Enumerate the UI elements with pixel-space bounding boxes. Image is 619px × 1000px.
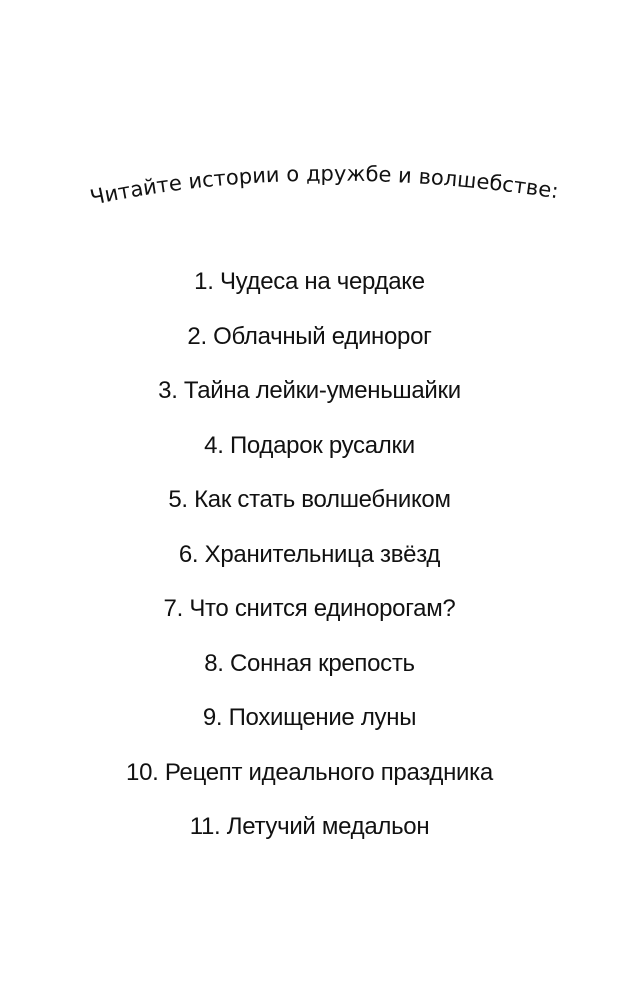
book-list: [0, 260, 619, 860]
list-item: 7. Что снится единорогам?: [163, 595, 456, 622]
list-item: 3. Тайна лейки-уменьшайки: [158, 377, 461, 404]
heading-title: Читайте истории о дружбе и волшебстве:: [88, 161, 561, 210]
list-item: 6. Хранительница звёзд: [178, 540, 441, 568]
heading-block: [0, 150, 619, 260]
list-item: 10. Рецепт идеального праздника: [126, 758, 493, 786]
heading-text: [88, 162, 560, 210]
curved-heading: [0, 150, 619, 260]
list-item: 4. Подарок русалки: [204, 431, 415, 459]
list-item: 2. Облачный единорог: [187, 322, 432, 350]
list-item: 9. Похищение луны: [202, 704, 417, 731]
list-item: 8. Сонная крепость: [204, 649, 415, 677]
list-item: 1. Чудеса на чердаке: [194, 268, 425, 295]
list-item: 11. Летучий медальон: [189, 813, 430, 840]
list-item: 5. Как стать волшебником: [168, 486, 451, 513]
